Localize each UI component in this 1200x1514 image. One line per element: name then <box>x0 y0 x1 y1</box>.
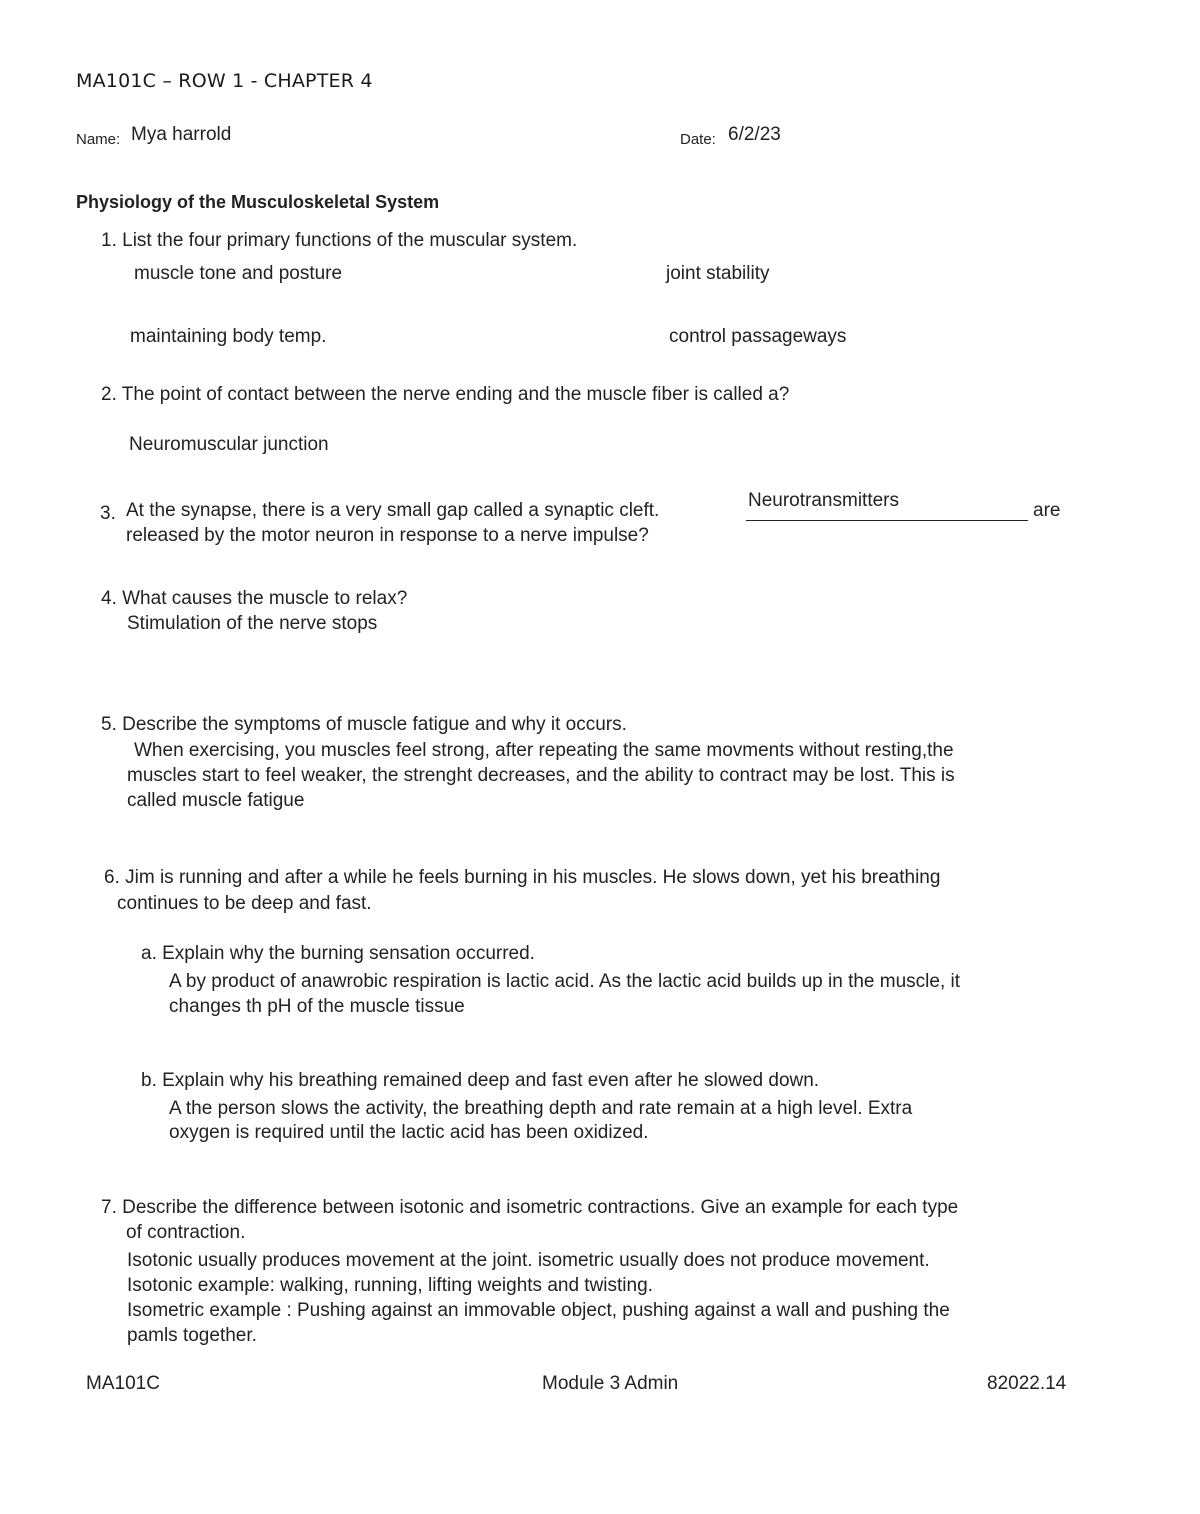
q2-answer: Neuromuscular junction <box>129 434 329 455</box>
q3-answer-blank-line <box>746 520 1028 521</box>
question-6-line-2: continues to be deep and fast. <box>117 893 372 914</box>
q7-answer-line-3: Isometric example : Pushing against an immovable object, pushing against a wall and pushing the <box>127 1300 950 1321</box>
question-1: 1. List the four primary functions of the muscular system. <box>101 230 578 251</box>
q6b-answer-line-1: A the person slows the activity, the breathing depth and rate remain at a high level. Extra <box>169 1098 913 1119</box>
q7-answer-line-4: pamls together. <box>127 1325 257 1346</box>
date-value: 6/2/23 <box>728 124 781 145</box>
question-7-line-2: of contraction. <box>126 1222 246 1243</box>
question-6a: a. Explain why the burning sensation occurred. <box>141 943 535 964</box>
question-6-line-1: 6. Jim is running and after a while he feels burning in his muscles. He slows down, yet his breathing <box>104 867 941 888</box>
question-6b: b. Explain why his breathing remained deep and fast even after he slowed down. <box>141 1070 820 1091</box>
question-2: 2. The point of contact between the nerve ending and the muscle fiber is called a? <box>101 384 790 405</box>
q1-answer-2: joint stability <box>666 263 770 284</box>
q6b-answer-line-2: oxygen is required until the lactic acid has been oxidized. <box>169 1122 649 1143</box>
q5-answer-line-2: muscles start to feel weaker, the strenght decreases, and the ability to contract may be lost. This is <box>127 765 955 786</box>
q1-answer-4: control passageways <box>669 326 847 347</box>
q7-answer-line-2: Isotonic example: walking, running, lifting weights and twisting. <box>127 1275 653 1296</box>
name-value: Mya harrold <box>131 124 232 145</box>
footer-course-code: MA101C <box>86 1373 160 1394</box>
date-label: Date: <box>680 131 716 148</box>
q5-answer-line-3: called muscle fatigue <box>127 790 305 811</box>
q4-answer: Stimulation of the nerve stops <box>127 613 378 634</box>
q3-blank-answer: Neurotransmitters <box>748 490 899 511</box>
q6a-answer-line-1: A by product of anawrobic respiration is lactic acid. As the lactic acid builds up in the muscle, it <box>169 971 961 992</box>
question-7-line-1: 7. Describe the difference between isotonic and isometric contractions. Give an example for each type <box>101 1197 959 1218</box>
q1-answer-1: muscle tone and posture <box>134 263 343 284</box>
question-4: 4. What causes the muscle to relax? <box>101 588 408 609</box>
q5-answer-line-1: When exercising, you muscles feel strong, after repeating the same movments without resting,the <box>134 740 954 761</box>
document-title: MA101C – ROW 1 - CHAPTER 4 <box>76 70 373 92</box>
question-3-text-end: are <box>1033 500 1061 521</box>
question-3-number: 3. <box>100 503 116 524</box>
footer-module: Module 3 Admin <box>542 1373 679 1394</box>
footer-doc-number: 82022.14 <box>987 1373 1067 1394</box>
section-title: Physiology of the Musculoskeletal System <box>76 192 440 212</box>
q7-answer-line-1: Isotonic usually produces movement at the joint. isometric usually does not produce movement. <box>127 1250 930 1271</box>
q1-answer-3: maintaining body temp. <box>130 326 327 347</box>
name-label: Name: <box>76 131 121 148</box>
question-3-text: At the synapse, there is a very small gap called a synaptic cleft. <box>126 500 660 521</box>
question-3-line-2: released by the motor neuron in response to a nerve impulse? <box>126 525 649 546</box>
q6a-answer-line-2: changes th pH of the muscle tissue <box>169 996 465 1017</box>
question-5: 5. Describe the symptoms of muscle fatigue and why it occurs. <box>101 714 627 735</box>
